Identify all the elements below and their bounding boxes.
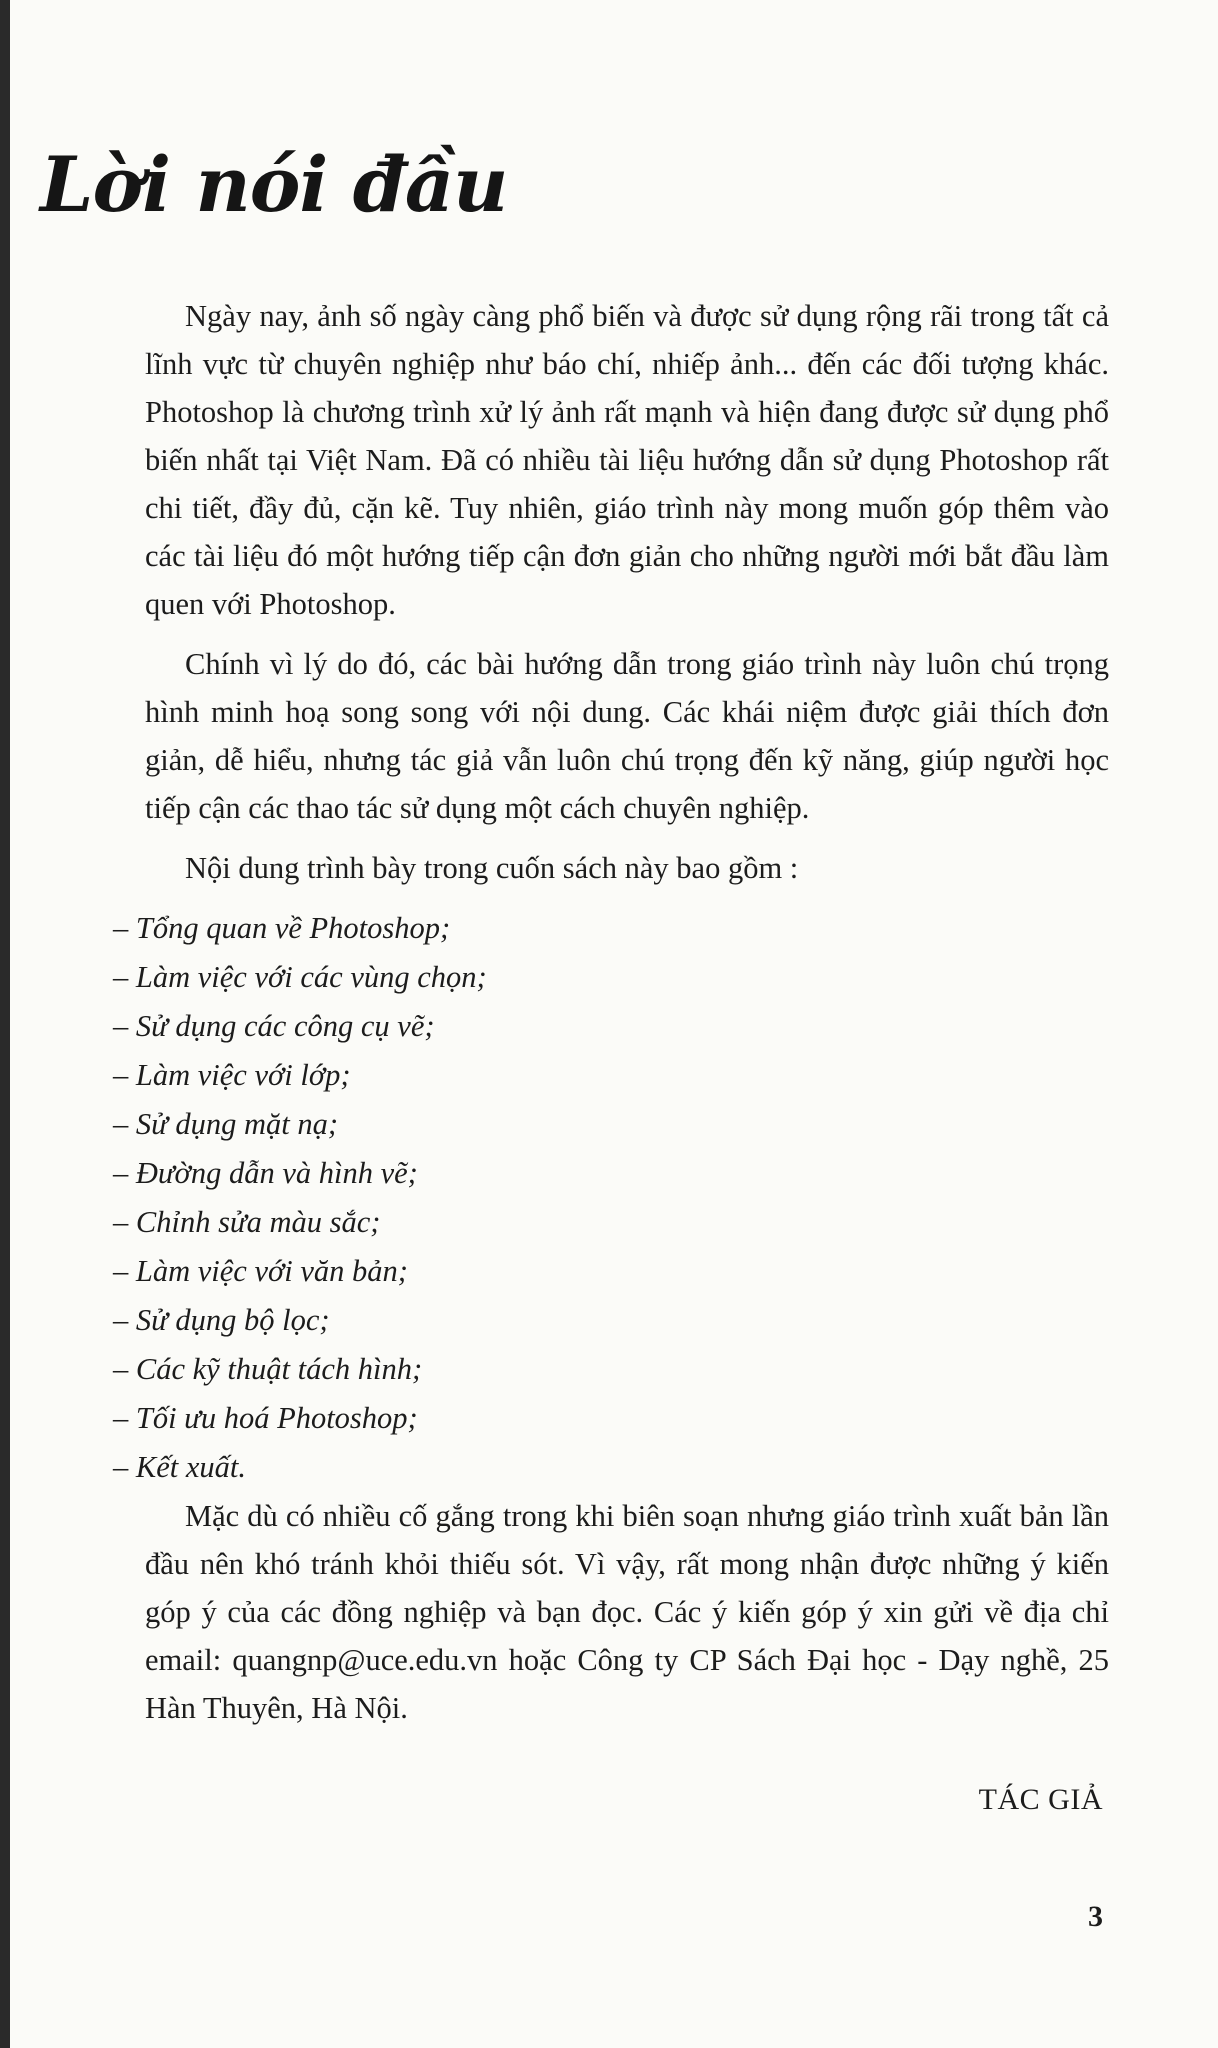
list-item: – Tổng quan về Photoshop; [113, 911, 451, 945]
closing-paragraph: Mặc dù có nhiều cố gắng trong khi biên soạn nhưng giáo trình xuất bản lần đầu nên khó tránh khỏi thiếu sót. Vì vậy, rất mong nhận được những ý kiến góp ý của các đồng nghiệp và bạn đọc. Các ý kiến góp ý xin gửi về địa chỉ email: quangnp@uce.edu.vn hoặc Công ty CP Sách Đại học - Dạy nghề, 25 Hàn Thuyên, Hà Nội. [145, 1499, 1109, 1725]
list-item: – Sử dụng các công cụ vẽ; [113, 1009, 435, 1043]
list-item: – Làm việc với lớp; [113, 1058, 351, 1092]
approach-paragraph: Chính vì lý do đó, các bài hướng dẫn trong giáo trình này luôn chú trọng hình minh hoạ song song với nội dung. Các khái niệm được giải thích đơn giản, dễ hiểu, nhưng tác giả vẫn luôn chú trọng đến kỹ năng, giúp người học tiếp cận các thao tác sử dụng một cách chuyên nghiệp. [145, 647, 1109, 825]
author-signature: TÁC GIẢ [978, 1783, 1103, 1816]
list-item: – Sử dụng bộ lọc; [113, 1303, 330, 1337]
body-text [113, 292, 1109, 1744]
page-binding-edge [0, 0, 10, 2048]
contents-list [113, 904, 1109, 1492]
list-item: – Làm việc với văn bản; [113, 1254, 408, 1288]
page-number: 3 [1088, 1900, 1103, 1933]
list-item: – Các kỹ thuật tách hình; [113, 1352, 423, 1386]
list-item: – Kết xuất. [113, 1450, 246, 1484]
list-item: – Làm việc với các vùng chọn; [113, 960, 487, 994]
list-item: – Đường dẫn và hình vẽ; [113, 1156, 418, 1190]
list-item: – Tối ưu hoá Photoshop; [113, 1401, 418, 1435]
intro-paragraph: Ngày nay, ảnh số ngày càng phổ biến và được sử dụng rộng rãi trong tất cả lĩnh vực từ chuyên nghiệp như báo chí, nhiếp ảnh... đến các đối tượng khác. Photoshop là chương trình xử lý ảnh rất mạnh và hiện đang được sử dụng phổ biến nhất tại Việt Nam. Đã có nhiều tài liệu hướng dẫn sử dụng Photoshop rất chi tiết, đầy đủ, cặn kẽ. Tuy nhiên, giáo trình này mong muốn góp thêm vào các tài liệu đó một hướng tiếp cận đơn giản cho những người mới bắt đầu làm quen với Photoshop. [145, 299, 1109, 621]
list-item: – Chỉnh sửa màu sắc; [113, 1205, 381, 1239]
page-title: Lời nói đầu [40, 140, 508, 229]
list-item: – Sử dụng mặt nạ; [113, 1107, 339, 1141]
contents-intro: Nội dung trình bày trong cuốn sách này bao gồm : [185, 851, 799, 885]
